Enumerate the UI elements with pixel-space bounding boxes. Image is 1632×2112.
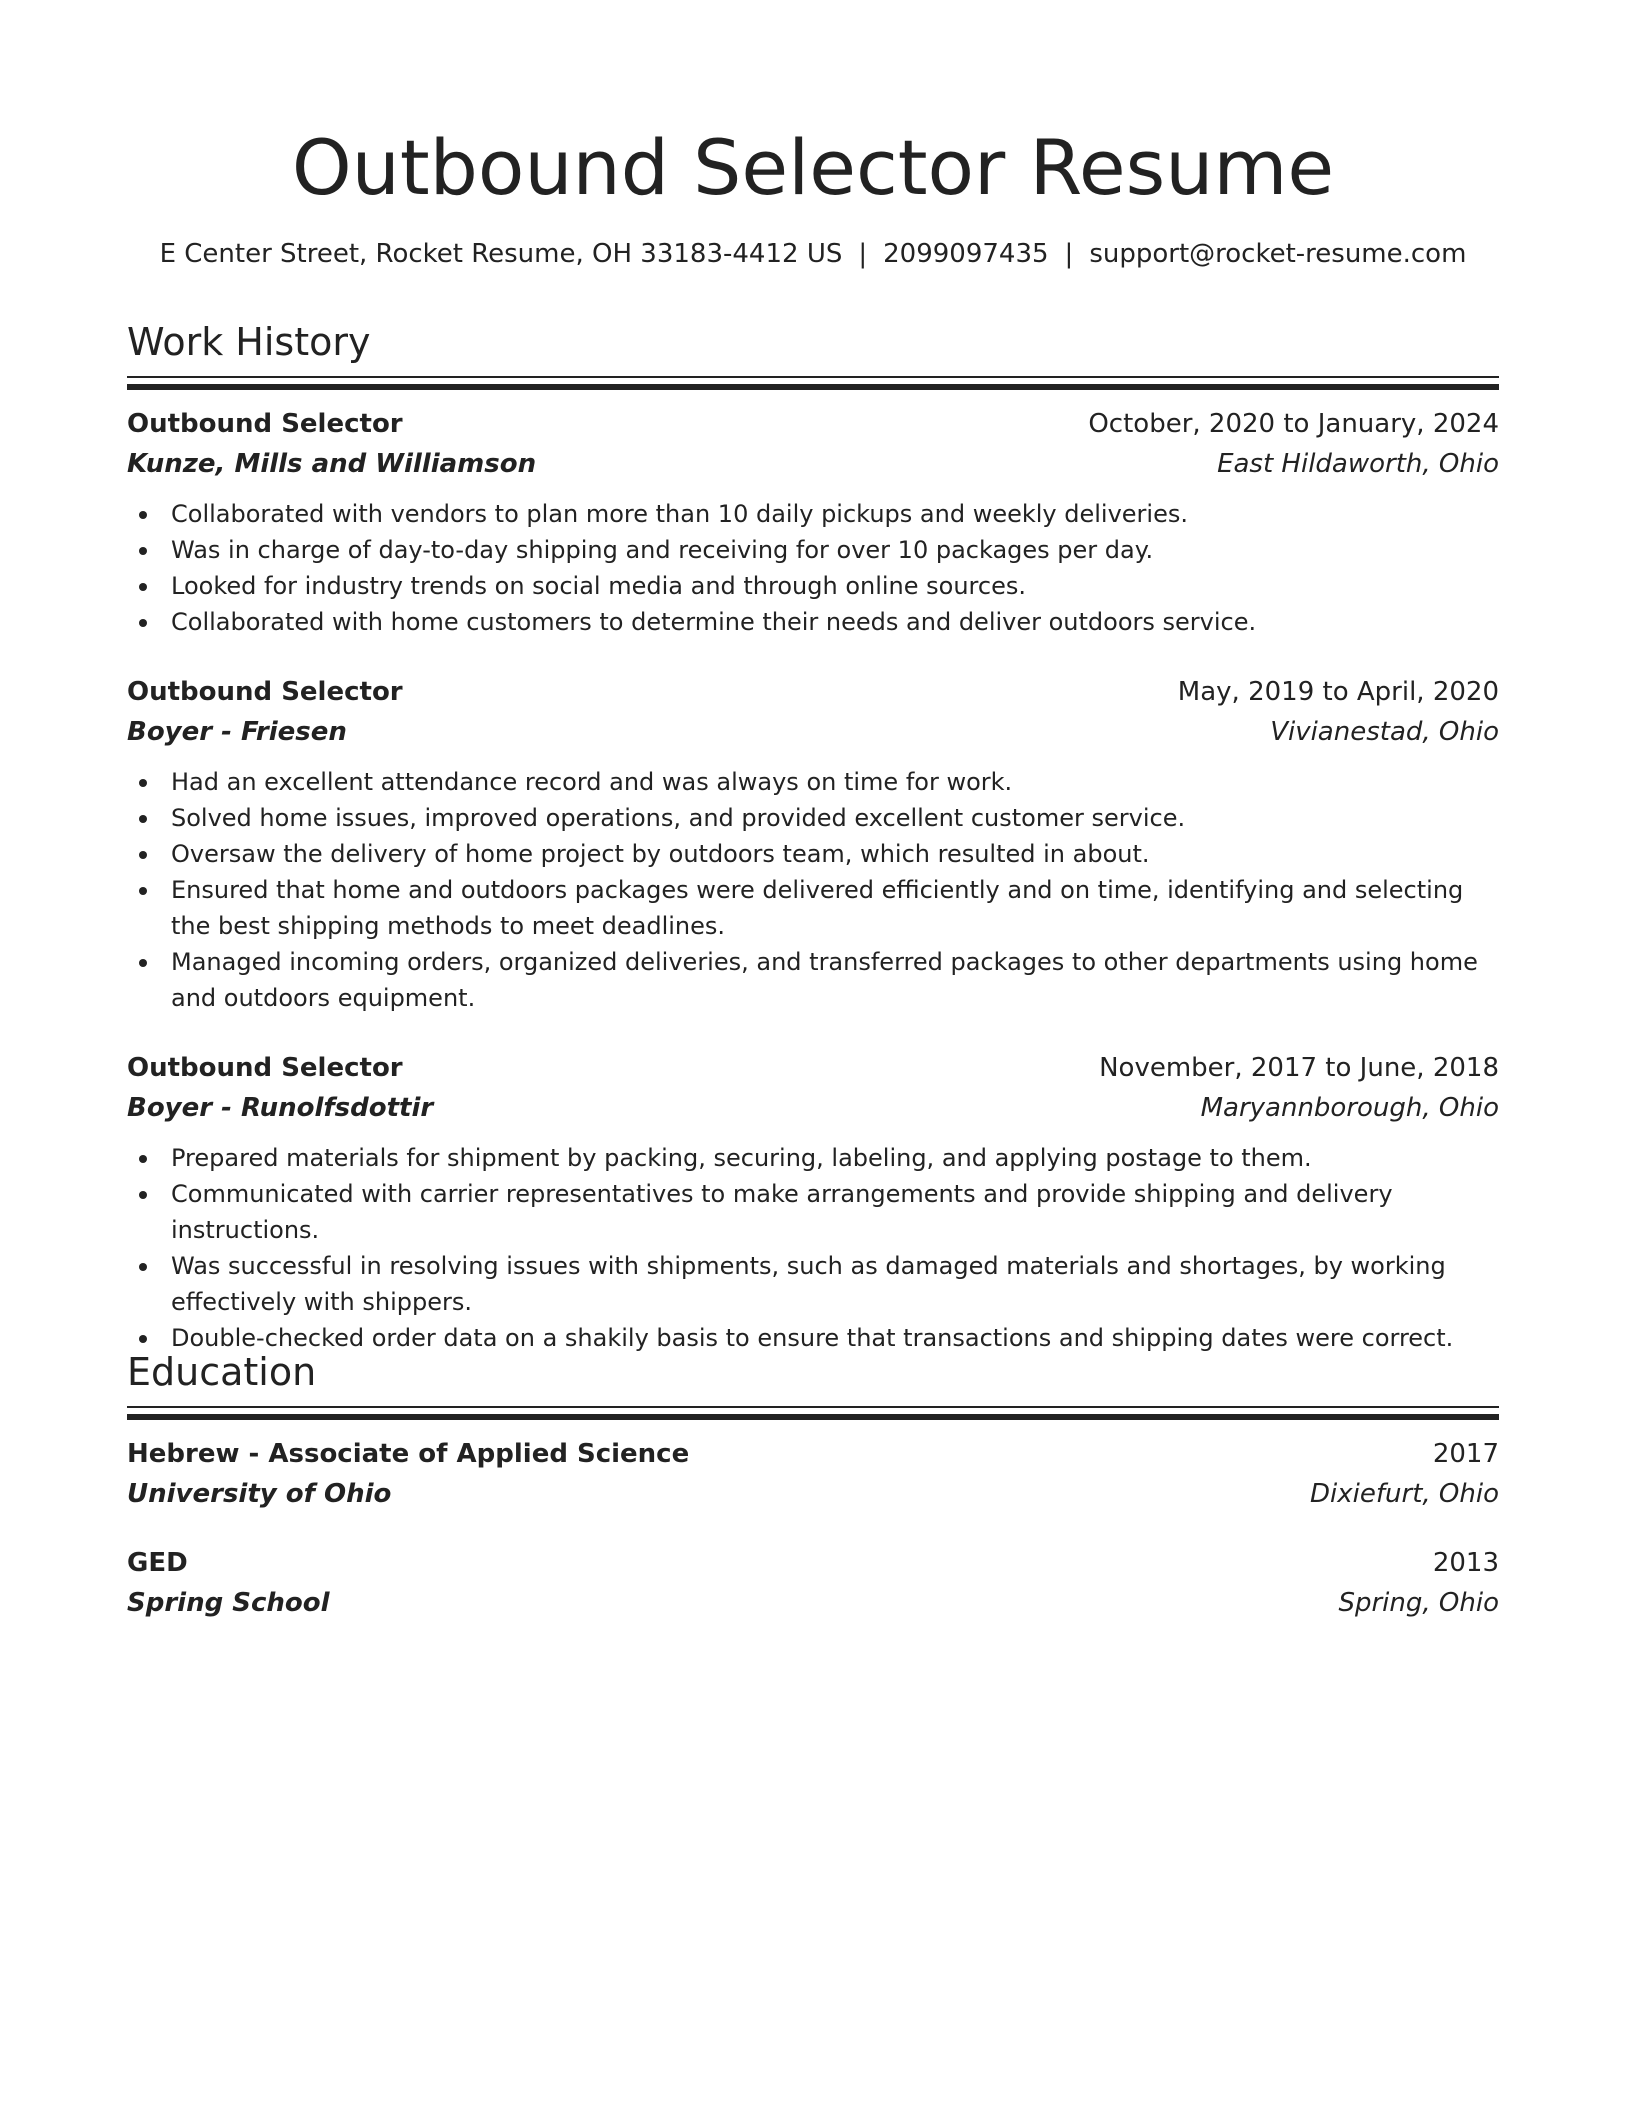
contact-separator: | [1064, 239, 1074, 269]
work-history-heading: Work History [127, 320, 371, 364]
job-company: Kunze, Mills and Williamson [127, 449, 537, 479]
list-item: Had an excellent attendance record and was always on time for work. [127, 764, 1491, 800]
education-school-row [127, 1583, 1499, 1623]
job-title-row [127, 1048, 1499, 1088]
list-item: Oversaw the delivery of home project by outdoors team, which resulted in about. [127, 836, 1491, 872]
section-divider-thin [127, 376, 1499, 378]
job-title-row [127, 404, 1499, 444]
job-dates: November, 2017 to June, 2018 [1099, 1053, 1499, 1083]
list-item: Collaborated with vendors to plan more than 10 daily pickups and weekly deliveries. [127, 496, 1491, 532]
section-divider-thin [127, 1406, 1499, 1408]
job-company-row [127, 444, 1499, 484]
list-item: Communicated with carrier representatives to make arrangements and provide shipping and delivery instructions. [127, 1176, 1491, 1248]
education-location: Spring, Ohio [1338, 1588, 1499, 1618]
section-divider-thick [127, 1414, 1499, 1420]
job-entry [127, 1048, 1499, 1356]
job-location: East Hildaworth, Ohio [1217, 449, 1499, 479]
job-bullet-list [127, 1140, 1499, 1356]
job-company-row [127, 1088, 1499, 1128]
contact-separator: | [858, 239, 868, 269]
list-item: Solved home issues, improved operations, and provided excellent customer service. [127, 800, 1491, 836]
job-dates: May, 2019 to April, 2020 [1177, 677, 1499, 707]
contact-email: support@rocket-resume.com [1089, 239, 1467, 269]
contact-address: E Center Street, Rocket Resume, OH 33183-4412 US [159, 239, 843, 269]
job-title: Outbound Selector [127, 677, 403, 707]
list-item: Collaborated with home customers to determine their needs and deliver outdoors service. [127, 604, 1491, 640]
work-history-section-header [127, 318, 1499, 366]
education-degree-row [127, 1543, 1499, 1583]
list-item: Double-checked order data on a shakily basis to ensure that transactions and shipping dates were correct. [127, 1320, 1491, 1356]
list-item: Ensured that home and outdoors packages were delivered efficiently and on time, identifying and selecting the best shipping methods to meet deadlines. [127, 872, 1491, 944]
list-item: Prepared materials for shipment by packing, securing, labeling, and applying postage to them. [127, 1140, 1491, 1176]
education-school: Spring School [127, 1588, 330, 1618]
page-title: Outbound Selector Resume [291, 123, 1335, 212]
contact-line [127, 236, 1499, 272]
education-school: University of Ohio [127, 1479, 392, 1509]
job-entry [127, 672, 1499, 1016]
education-year: 2017 [1432, 1439, 1499, 1469]
education-degree: Hebrew - Associate of Applied Science [127, 1439, 690, 1469]
contact-phone: 2099097435 [883, 239, 1049, 269]
job-title: Outbound Selector [127, 409, 403, 439]
job-company: Boyer - Friesen [127, 717, 347, 747]
education-entry [127, 1543, 1499, 1623]
job-company-row [127, 712, 1499, 752]
education-section-header [127, 1348, 1499, 1396]
job-title-row [127, 672, 1499, 712]
job-bullet-list [127, 496, 1499, 640]
job-location: Maryannborough, Ohio [1200, 1093, 1499, 1123]
job-dates: October, 2020 to January, 2024 [1088, 409, 1499, 439]
education-degree: GED [127, 1548, 188, 1578]
job-entry [127, 404, 1499, 640]
section-divider-thick [127, 384, 1499, 390]
list-item: Managed incoming orders, organized deliveries, and transferred packages to other departments using home and outdoors equipment. [127, 944, 1491, 1016]
education-heading: Education [127, 1350, 317, 1394]
education-school-row [127, 1474, 1499, 1514]
education-entry [127, 1434, 1499, 1514]
list-item: Looked for industry trends on social media and through online sources. [127, 568, 1491, 604]
job-company: Boyer - Runolfsdottir [127, 1093, 434, 1123]
job-title: Outbound Selector [127, 1053, 403, 1083]
job-bullet-list [127, 764, 1499, 1016]
list-item: Was in charge of day-to-day shipping and receiving for over 10 packages per day. [127, 532, 1491, 568]
education-location: Dixiefurt, Ohio [1310, 1479, 1499, 1509]
job-location: Vivianestad, Ohio [1270, 717, 1499, 747]
education-degree-row [127, 1434, 1499, 1474]
list-item: Was successful in resolving issues with shipments, such as damaged materials and shortages, by working effectively with shippers. [127, 1248, 1491, 1320]
education-year: 2013 [1432, 1548, 1499, 1578]
